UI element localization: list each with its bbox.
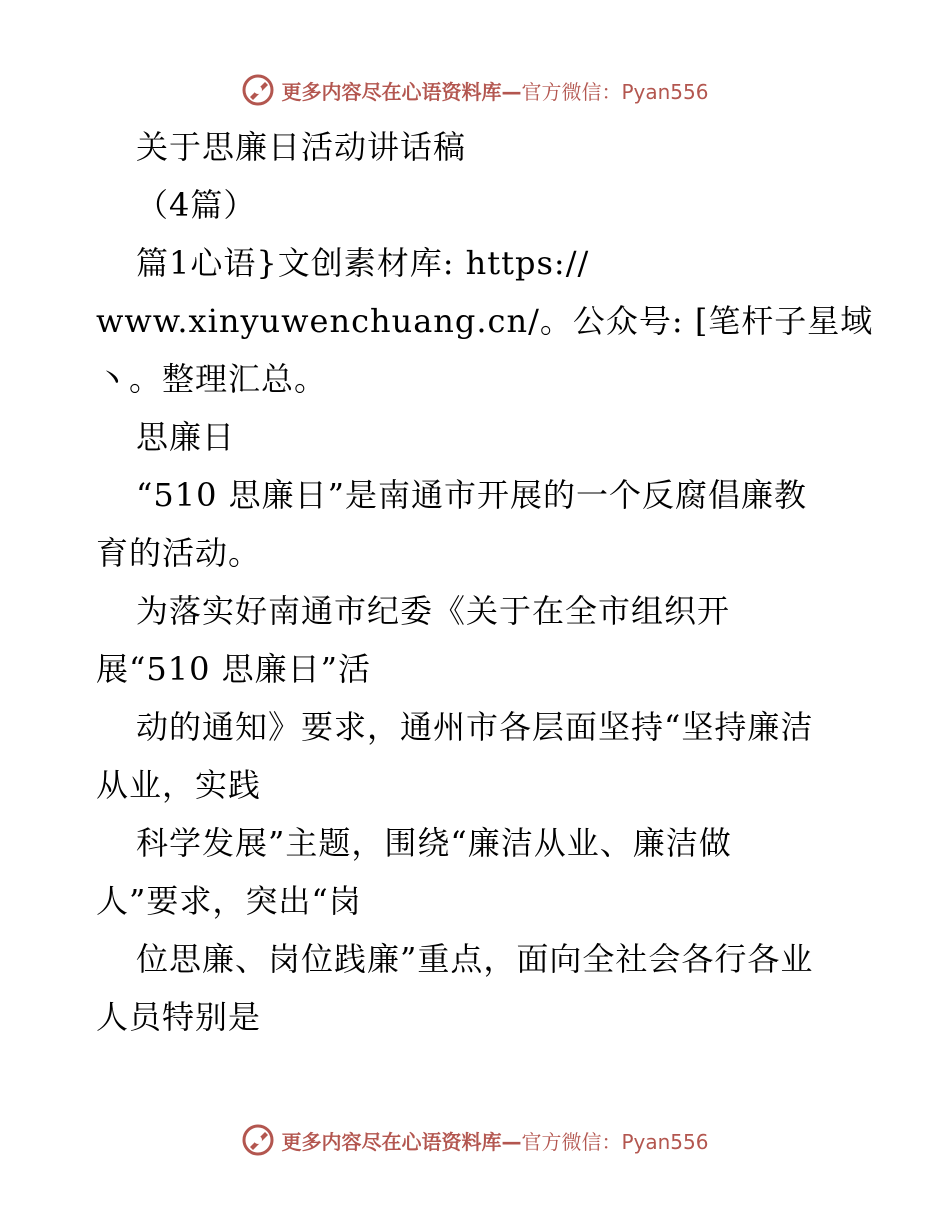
doc-line: 丶。整理汇总。	[96, 360, 328, 398]
doc-line: 为落实好南通市纪委《关于在全市组织开	[136, 592, 731, 630]
banner-wechat: 官方微信：Pyan556	[521, 1129, 709, 1154]
header-banner	[0, 70, 950, 110]
doc-line: 科学发展”主题，围绕“廉洁从业、廉洁做	[136, 824, 732, 862]
footer-banner	[0, 1120, 950, 1160]
brand-logo-icon	[241, 73, 275, 107]
doc-line: 育的活动。	[96, 534, 262, 572]
banner-text: 更多内容尽在心语资料库—	[281, 1129, 522, 1154]
brand-logo-icon	[241, 1123, 275, 1157]
banner-wechat: 官方微信：Pyan556	[521, 79, 709, 104]
banner-text: 更多内容尽在心语资料库—	[281, 79, 522, 104]
doc-line: 思廉日	[136, 418, 236, 456]
doc-line: 关于思廉日活动讲话稿	[136, 128, 467, 166]
doc-line: www.xinyuwenchuang.cn/。公众号: [笔杆子星域	[96, 302, 874, 340]
doc-line: （4篇）	[136, 186, 257, 224]
doc-line: 人”要求，突出“岗	[96, 882, 362, 920]
doc-line: 篇1心语}文创素材库: https://	[136, 244, 590, 282]
doc-line: “510 思廉日”是南通市开展的一个反腐倡廉教	[136, 476, 807, 514]
doc-line: 展“510 思廉日”活	[96, 650, 371, 688]
doc-line: 位思廉、岗位践廉”重点，面向全社会各行各业	[136, 940, 814, 978]
doc-line: 人员特别是	[96, 998, 262, 1036]
document-body	[96, 118, 874, 1046]
doc-line: 动的通知》要求，通州市各层面坚持“坚持廉洁	[136, 708, 814, 746]
doc-line: 从业，实践	[96, 766, 262, 804]
